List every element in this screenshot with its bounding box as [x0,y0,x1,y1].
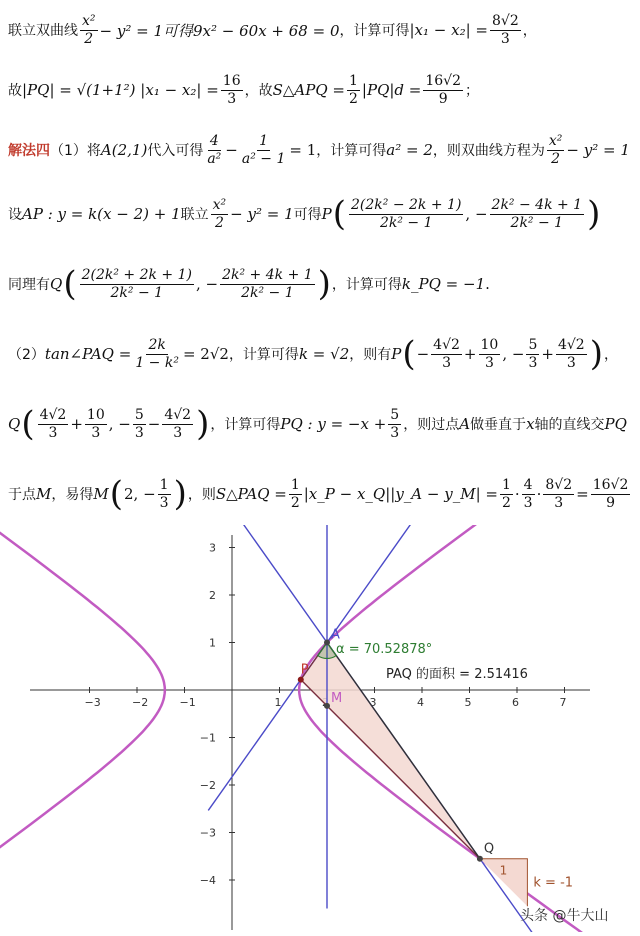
graph-svg [0,525,640,932]
numerator: 4√2 [39,407,67,424]
fraction [220,267,315,300]
operator: = [576,485,589,503]
operator: + [463,345,477,363]
equation: |PQ|d = [361,81,422,99]
denominator: 3 [159,494,169,511]
denominator: a² − 1 [241,150,286,167]
point-m [324,703,330,709]
numerator: 16√2 [592,477,629,494]
denominator: 2k² − 1 [510,214,564,231]
separator: , − [108,415,131,433]
fraction [205,133,223,166]
text: 设 [8,207,22,223]
point-a [324,640,330,646]
denominator: 3 [523,494,533,511]
geometry-graph [0,525,640,932]
point-label: Q [50,275,63,293]
equation: − y² = 1可得9x² − 60x + 68 = 0 [99,21,340,40]
fraction [38,407,69,440]
fraction [240,133,288,166]
equation: S△PAQ = [215,485,287,503]
x-tick-label: 5 [464,696,472,709]
text: 代入可得 [147,143,204,159]
x-tick-label: 7 [559,696,567,709]
right-paren: ) [173,474,187,514]
equation: |PQ| = √(1+1²) |x₁ − x₂| = [22,81,219,99]
numerator: 4√2 [433,337,460,354]
denominator: 2 [501,494,511,511]
denominator: 3 [442,354,451,371]
denominator: 3 [500,30,510,47]
point-label: M [93,485,109,503]
denominator: 2 [84,30,94,47]
fraction [349,197,463,230]
denominator: 2 [551,150,561,167]
right-paren: ) [196,404,210,444]
equation: a² = 2 [386,141,433,159]
numerator: 2(2k² + 2k + 1) [81,267,192,284]
denominator: 2k² − 1 [379,214,433,231]
solution-line-7 [8,396,634,452]
equation: AP : y = k(x − 2) + 1 [22,205,181,223]
angle-label: α = 70.52878° [336,642,433,657]
segment-label: PQ [604,415,627,433]
fraction [133,407,146,440]
numerator: x² [548,133,563,150]
text: 故 [8,83,22,99]
x-tick-label: 1 [274,696,282,709]
axis-label: x [526,415,535,433]
separator: , − [502,345,525,363]
denominator: 3 [554,494,564,511]
equation: k = √2 [298,345,350,363]
numerator: 5 [528,337,538,354]
label-a: A [331,627,340,643]
x-tick-label: 3 [369,696,377,709]
solution-line-6 [8,326,634,382]
text: ，易得 [51,487,94,503]
equation: |x_P − x_Q||y_A − y_M| = [303,485,498,503]
numerator: 5 [134,407,144,424]
watermark: 头条 @牛大山 [520,908,609,924]
equation: A(2,1) [100,141,148,159]
denominator: a² [207,150,222,167]
y-tick-label: 2 [209,589,216,602]
hyperbola-right-branch [299,525,605,932]
separator: , − [465,205,488,223]
hyperbola-left-branch [0,525,165,932]
fraction [556,337,587,370]
operator: · [514,485,520,503]
numerator: 16√2 [425,73,462,90]
text: ，则双曲线方程为 [432,143,545,159]
left-paren: ( [63,264,77,304]
x-tick-label: −2 [132,696,149,709]
fraction [479,337,501,370]
text: ， [603,347,618,363]
method-tag: 解法四 [8,143,50,159]
solution-line-4 [8,186,634,242]
solution-line-1 [8,6,634,54]
equation: k_PQ = −1 [401,275,486,293]
numerator: 2k [148,337,166,354]
denominator: 2k² − 1 [110,284,164,301]
y-tick-label: −3 [199,826,216,840]
numerator: 1 [159,477,169,494]
right-paren: ) [587,194,601,234]
text: ，计算可得 [331,277,402,293]
left-paren: ( [332,194,347,234]
point-label: M [36,485,52,503]
slope-k-label: k = -1 [533,875,574,891]
numerator: 8√2 [492,13,519,30]
point-label: A [459,415,471,433]
fraction [80,267,194,300]
fraction [133,337,181,370]
fraction [423,73,463,106]
label-m: M [331,690,343,706]
equation: S△APQ = [272,81,345,99]
fraction [490,13,521,46]
equation: − y² = 1 [230,205,294,223]
solution-line-8 [8,466,634,522]
point-label: P [321,205,332,223]
solution-line-2 [8,66,634,114]
text: ，计算可得 [339,23,410,39]
x-tick-label: −3 [84,696,101,709]
left-paren: ( [402,334,416,374]
fraction [526,337,539,370]
separator: , − [195,275,219,293]
denominator: 1 − k² [135,354,179,371]
denominator: 3 [390,424,400,441]
point-label: Q [8,415,21,433]
numerator: 5 [390,407,400,424]
numerator: 4 [209,133,219,150]
fraction [221,73,243,106]
denominator: 3 [134,424,144,441]
y-tick-labels [200,542,235,888]
equation: = 2√2 [182,345,229,363]
denominator: 3 [48,424,58,441]
fraction [289,477,302,510]
text: 同理有 [8,277,50,293]
text: 联立 [180,207,209,223]
numerator: 1 [259,133,269,150]
left-paren: ( [109,474,123,514]
text: 于点 [8,487,36,503]
y-tick-label: −1 [199,731,216,745]
solution-line-5 [8,256,634,312]
fraction [431,337,462,370]
fraction [490,197,585,230]
denominator: 3 [566,354,576,371]
operator: · [536,485,542,503]
equation: PQ : y = −x + [280,415,387,433]
denominator: 3 [528,354,538,371]
numerator: x² [212,197,227,214]
denominator: 2 [214,214,224,231]
denominator: 3 [227,90,237,107]
area-label: PAQ 的面积 = 2.51416 [386,667,528,682]
label-q: Q [483,841,495,857]
point-label: P [391,345,402,363]
point-q [477,856,483,862]
denominator: 9 [606,494,615,511]
numerator: 8√2 [545,477,573,494]
text: 轴的直线交 [534,417,605,433]
fraction [162,407,193,440]
right-paren: ) [589,334,603,374]
coordinate: 2, − [123,485,156,503]
numerator: 2(2k² − 2k + 1) [351,197,462,214]
text: ，则 [187,487,216,503]
text: 可得 [293,207,322,223]
operator: − [225,141,238,159]
equation: tan∠PAQ = [44,345,132,363]
numerator: 10 [86,407,105,424]
y-tick-label: −2 [199,779,216,792]
numerator: 10 [480,337,499,354]
text: ； [465,83,480,99]
numerator: 4√2 [557,337,585,354]
fraction [388,407,401,440]
label-p: P [300,662,309,678]
denominator: 3 [91,424,101,441]
y-tick-label: −4 [199,874,216,887]
text: ，则过点 [403,417,460,433]
equation: − y² = 1 [566,141,630,159]
numerator: 2k² − 4k + 1 [491,197,583,214]
numerator: 1 [501,477,511,494]
operator: + [70,415,83,433]
numerator: 1 [290,477,300,494]
equation: |x₁ − x₂| = [409,21,488,39]
denominator: 3 [173,424,183,441]
fraction [158,477,171,510]
denominator: 9 [438,90,448,107]
numerator: 16 [222,73,241,90]
numerator: 1 [349,73,358,90]
fraction [522,477,535,510]
y-tick-label: 1 [209,636,216,650]
fraction [347,73,360,106]
text: ，故 [244,83,273,99]
text: （1）将 [50,143,101,159]
equation: = 1 [289,141,317,159]
fraction [500,477,513,510]
numerator: 4√2 [164,407,192,424]
fraction [591,477,631,510]
denominator: 2 [349,90,358,107]
x-tick-label: 6 [512,696,519,709]
operator: + [541,345,554,363]
fraction [543,477,574,510]
numerator: 2k² + 4k + 1 [222,267,313,284]
denominator: 2 [290,494,300,511]
text: ， [522,23,537,39]
solution-line-3 [8,126,634,174]
text: . [485,275,490,293]
right-paren: ) [317,264,331,304]
text: 联立双曲线 [8,23,78,39]
fraction [80,13,98,46]
left-paren: ( [21,404,35,444]
x-tick-label: 4 [417,696,424,709]
y-tick-label: 3 [209,541,216,555]
text: ，计算可得 [210,417,281,433]
numerator: 4 [523,477,533,494]
text: ，则有 [349,347,392,363]
fraction [547,133,565,166]
fraction [85,407,107,440]
text: 做垂直于 [470,417,527,433]
denominator: 2k² − 1 [241,284,294,301]
operator: − [147,415,161,433]
text: （2） [8,347,45,363]
fraction [211,197,229,230]
x-tick-label: −1 [179,696,196,709]
text: ，计算可得 [316,143,387,159]
slope-run-label: 1 [499,863,508,878]
numerator: x² [82,13,96,30]
text: ，计算可得 [228,347,299,363]
operator: − [416,345,430,363]
denominator: 3 [484,354,494,371]
